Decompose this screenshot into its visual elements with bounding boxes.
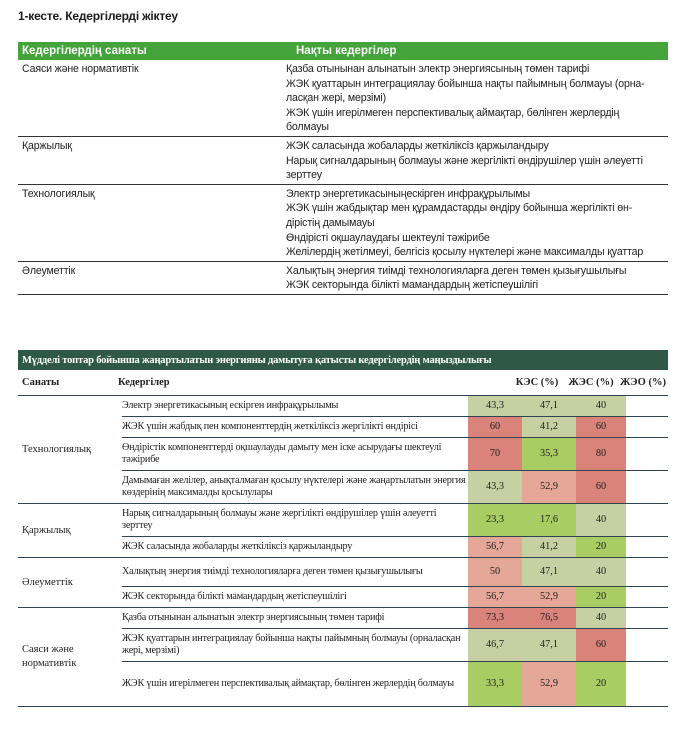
table2-category-cell: Технологиялық	[22, 443, 92, 455]
table1-row	[18, 262, 668, 295]
table2-category-cell: Әлеуметтік	[22, 576, 73, 588]
table2-kes-value: 50	[468, 558, 522, 586]
barrier-classification-table	[18, 42, 668, 295]
table2-zhes-value: 52,9	[522, 471, 576, 503]
table2-row	[122, 586, 668, 607]
barrier-line: Нарық сигналдарының болмауы және жергілікті өндірушілер үшін әлеуетті	[286, 154, 643, 167]
table2-header-barrier: Кедергілер	[118, 377, 170, 388]
table2-row	[122, 396, 668, 416]
table2-zheo-value: 40	[576, 558, 626, 586]
table2-zheo-value: 20	[576, 537, 626, 557]
table2-barrier-cell: Қазба отынынан алынатын электр энергиясының төмен тарифі	[122, 611, 385, 623]
table1-category-cell: Саяси және нормативтік	[22, 63, 139, 75]
table1-header-category: Кедергілердің санаты	[22, 45, 147, 57]
table2-row	[122, 470, 668, 503]
table1-barriers-cell	[286, 262, 668, 294]
table2-row	[122, 536, 668, 557]
barrier-line: Халықтың энергия тиімді технологияларға деген төмен қызығушылығы	[286, 264, 627, 277]
table2-zheo-value: 40	[576, 608, 626, 628]
table2-header-category: Санаты	[22, 377, 60, 388]
table1-barriers-cell	[286, 185, 668, 261]
table2-zhes-value: 47,1	[522, 629, 576, 661]
table2-kes-value: 43,3	[468, 471, 522, 503]
table2-zheo-value: 20	[576, 587, 626, 607]
table2-zheo-value: 40	[576, 504, 626, 536]
table1-header-barriers: Нақты кедергілер	[296, 45, 397, 57]
table2-row	[122, 661, 668, 706]
table2-barrier-cell: ЖЭК саласында жобаларды жеткіліксіз қаржыландыру	[122, 540, 353, 552]
table2-row	[122, 437, 668, 470]
table2-barrier-cell: Дамымаған желілер, анықталмаған қосылу нүктелері және жаңартылатын энергия көздерінің максималды қосылулары	[122, 474, 466, 498]
table1-header-row	[18, 42, 668, 60]
table2-zheo-value: 40	[576, 396, 626, 416]
table2-kes-value: 33,3	[468, 662, 522, 706]
table1-category-cell: Қаржылық	[22, 139, 72, 152]
table2-group	[18, 608, 668, 707]
table2-zheo-value: 60	[576, 471, 626, 503]
barrier-line: дірістің дамымауы	[286, 216, 375, 229]
table2-zhes-value: 47,1	[522, 396, 576, 416]
table2-row	[122, 558, 668, 586]
barrier-line: ЖЭК үшін игерілмеген перспективалық аймақтар, бөлінген жерлердің	[286, 106, 620, 119]
table2-zheo-value: 60	[576, 417, 626, 437]
table2-zheo-value: 80	[576, 438, 626, 470]
barrier-line: Өндірісті оқшаулаудағы шектеулі тәжірибе	[286, 231, 490, 244]
table2-kes-value: 56,7	[468, 587, 522, 607]
table2-header-zhes: ЖЭС (%)	[568, 377, 614, 388]
table2-barrier-cell: Өндірістік компоненттерді оқшаулауды дамыту мен іске асырудағы шектеулі тәжірибе	[122, 441, 442, 465]
table1-category-cell: Әлеуметтік	[22, 264, 76, 277]
table2-zheo-value: 20	[576, 662, 626, 706]
table1-barriers-cell	[286, 137, 668, 184]
table2-barrier-cell: Нарық сигналдарының болмауы және жергілікті өндірушілер үшін әлеуетті зерттеу	[122, 507, 437, 531]
table1-title: 1-кесте. Кедергілерді жіктеу	[18, 9, 178, 23]
table1-row	[18, 137, 668, 185]
table2-header-row	[18, 370, 668, 396]
barrier-line: ласқан жері, мерзімі)	[286, 92, 386, 105]
table2-barrier-cell: ЖЭК үшін игерілмеген перспективалық аймақтар, бөлінген жерлердің болмауы	[122, 677, 454, 689]
table2-header-kes: КЭС (%)	[515, 377, 559, 388]
table2-zhes-value: 76,5	[522, 608, 576, 628]
table1-barriers-cell	[286, 60, 668, 136]
table2-kes-value: 70	[468, 438, 522, 470]
table2-category-cell: Қаржылық	[22, 524, 71, 536]
table2-group	[18, 504, 668, 558]
table1-category-cell: Технологиялық	[22, 187, 95, 200]
table2-zhes-value: 52,9	[522, 662, 576, 706]
table2-barrier-cell: ЖЭК қуаттарын интеграциялау бойынша нақты пайымның болмауы (орналасқан жері, мерзімі)	[122, 632, 461, 656]
table2-row	[122, 608, 668, 628]
table2-barrier-cell: Халықтың энергия тиімді технологияларға деген төмен қызығушылығы	[122, 565, 423, 577]
table2-kes-value: 73,3	[468, 608, 522, 628]
table1-row	[18, 60, 668, 137]
table2-zhes-value: 52,9	[522, 587, 576, 607]
barrier-line: Желілердің жетілмеуі, белгісіз қосылу нүктелері және максималды қуаттар	[286, 246, 644, 259]
barrier-line: Электр энергетикасыныңескірген инфрақұрылымы	[286, 187, 530, 200]
barrier-line: ЖЭК үшін жабдықтар мен құрамдастарды өндіру бойынша жергілікті өн-	[286, 202, 633, 215]
table2-barrier-cell: Электр энергетикасының ескірген инфрақұрылымы	[122, 399, 339, 411]
table2-group	[18, 558, 668, 608]
table2-row	[122, 416, 668, 437]
table2-zhes-value: 41,2	[522, 537, 576, 557]
table2-kes-value: 46,7	[468, 629, 522, 661]
table2-barrier-cell: ЖЭК секторында білікті мамандардың жетіспеушілігі	[122, 590, 347, 602]
barrier-line: ЖЭК саласында жобаларды жеткіліксіз қаржыландыру	[286, 139, 549, 152]
table2-header-zheo: ЖЭО (%)	[620, 377, 666, 388]
barrier-line: ЖЭК қуаттарын интеграциялау бойынша нақты пайымның болмауы (орна-	[286, 77, 645, 90]
barrier-line: болмауы	[286, 121, 329, 134]
table2-body	[18, 396, 668, 707]
table2-kes-value: 23,3	[468, 504, 522, 536]
table2-row	[122, 504, 668, 536]
table2-zhes-value: 47,1	[522, 558, 576, 586]
barrier-significance-table	[18, 350, 668, 707]
table2-caption: Мүдделі топтар бойынша жаңартылатын энергияны дамытуға қатысты кедергілердің маңыздылығы	[18, 350, 668, 370]
table2-group	[18, 396, 668, 504]
table2-zhes-value: 17,6	[522, 504, 576, 536]
table2-category-cell: Саяси және нормативтік	[22, 644, 77, 669]
barrier-line: ЖЭК секторында білікті мамандардың жетіспеушілігі	[286, 279, 539, 292]
barrier-line: Қазба отынынан алынатын электр энергиясының төмен тарифі	[286, 63, 590, 75]
barrier-line: зерттеу	[286, 169, 322, 182]
table2-barrier-cell: ЖЭК үшін жабдық пен компоненттердің жеткіліксіз жергілікті өндірісі	[122, 420, 418, 432]
table1-row	[18, 185, 668, 262]
table2-kes-value: 60	[468, 417, 522, 437]
table2-kes-value: 43,3	[468, 396, 522, 416]
table2-zheo-value: 60	[576, 629, 626, 661]
table2-kes-value: 56,7	[468, 537, 522, 557]
table2-zhes-value: 35,3	[522, 438, 576, 470]
table2-row	[122, 628, 668, 661]
table2-zhes-value: 41,2	[522, 417, 576, 437]
